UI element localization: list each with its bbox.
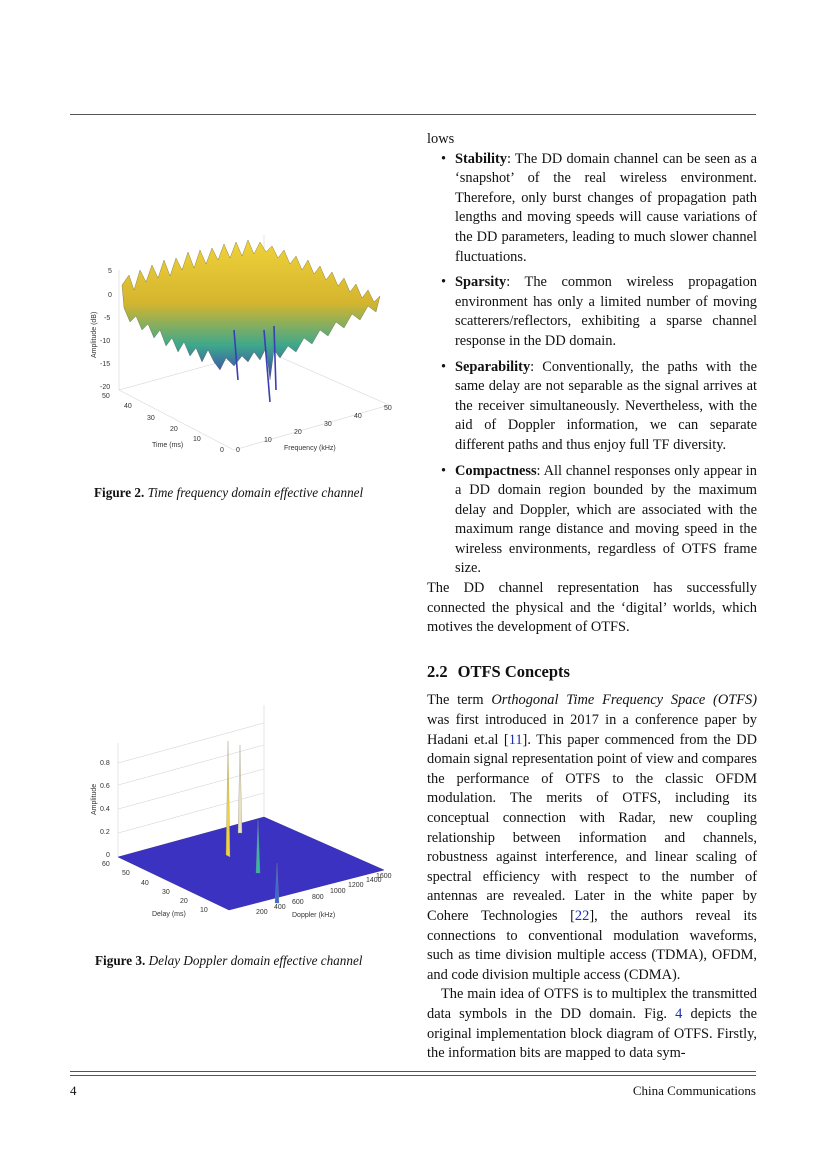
fig2-xtick: 20 bbox=[170, 426, 178, 433]
tf-surface bbox=[122, 240, 380, 380]
fig3-xtick: 40 bbox=[141, 880, 149, 887]
figure-2-caption-text: Time frequency domain effective channel bbox=[147, 485, 364, 500]
list-item bbox=[455, 150, 757, 268]
fig3-ytick: 200 bbox=[256, 909, 268, 916]
fig3-xtick: 30 bbox=[162, 889, 170, 896]
fig2-ztick: 5 bbox=[108, 268, 112, 275]
fig3-ztick: 0.8 bbox=[100, 760, 110, 767]
paragraph: The DD channel representation has successfully connected the physical and the ‘digital’ worlds, which motives the development of OTFS. bbox=[427, 580, 757, 636]
paragraph: The main idea of OTFS is to multiplex the transmitted data symbols in the DD domain. Fig. 4 depicts the original implementation block diagram of OTFS. Firstly, the information bits are mapped to data sym- bbox=[427, 986, 757, 1062]
list-item bbox=[455, 273, 757, 351]
fig3-ztick: 0.2 bbox=[100, 829, 110, 836]
dd-properties-list bbox=[427, 150, 757, 579]
fig3-ylabel: Doppler (kHz) bbox=[292, 912, 336, 919]
fig3-ytick: 600 bbox=[292, 899, 304, 906]
fig2-xtick: 10 bbox=[193, 436, 201, 443]
section-heading bbox=[427, 662, 757, 682]
fig2-xlabel: Time (ms) bbox=[152, 442, 184, 449]
top-rule bbox=[70, 114, 756, 115]
fig2-ytick: 40 bbox=[354, 413, 362, 420]
fig3-ztick: 0.4 bbox=[100, 806, 110, 813]
fig3-ytick: 1000 bbox=[330, 888, 346, 895]
fig3-ztick: 0.6 bbox=[100, 783, 110, 790]
paragraph: The term Orthogonal Time Frequency Space (OTFS) was first introduced in 2017 in a conference paper by Hadani et.al [11]. This paper commenced from the DD domain signal representation point of view and compares the performance of OTFS to the classic OFDM modulation. The merits of OTFS, including its conceptual connection with Radar, new coupling relationship between information and channels, robustness against interference, and linear scaling of spectral efficiency with respect to the number of antennas are revealed. Later in the white paper by Cohere Technologies [22], the authors reveal its connections to conventional modulation waveforms, such as time division multiple access (TDMA), OFDM, and code division multiple access (CDMA). bbox=[427, 692, 757, 983]
fig2-ztick: 0 bbox=[108, 292, 112, 299]
fig3-xtick: 10 bbox=[200, 907, 208, 914]
fig3-ytick: 400 bbox=[274, 904, 286, 911]
fig3-ztick: 0 bbox=[106, 852, 110, 859]
fig2-ztick: -15 bbox=[100, 361, 111, 368]
bullet-text: : The common wireless propagation environment has only a limited number of moving scatterers/reflectors, exhibiting a sparse channel response in the DD domain. bbox=[455, 274, 757, 349]
bullet-term: Separability bbox=[455, 358, 531, 375]
fig2-ytick: 30 bbox=[324, 421, 332, 428]
figure-2-label: Figure 2. bbox=[94, 485, 145, 500]
citation-link[interactable]: 11 bbox=[508, 731, 523, 748]
fig3-ytick: 800 bbox=[312, 894, 324, 901]
footer-rule bbox=[70, 1071, 756, 1072]
journal-name: China Communications bbox=[632, 1083, 756, 1098]
fig3-xtick: 20 bbox=[180, 898, 188, 905]
fig3-ytick: 1400 bbox=[366, 877, 382, 884]
citation-link[interactable]: 22 bbox=[574, 907, 590, 924]
fig2-ytick: 50 bbox=[384, 405, 392, 412]
continuation-text: lows bbox=[427, 131, 455, 147]
bullet-text: : The DD domain channel can be seen as a ‘snapshot’ of the real wireless environment. Therefore, only burst changes of propagation path lengths and moving speeds will cause variations of the DD parameters, leading to much slower channel fluctuations. bbox=[455, 150, 757, 265]
fig2-ylabel: Frequency (kHz) bbox=[284, 445, 336, 452]
fig3-xlabel: Delay (ms) bbox=[152, 911, 186, 918]
fig2-xtick: 0 bbox=[220, 447, 224, 454]
footer-rule bbox=[70, 1075, 756, 1076]
dd-plane bbox=[118, 817, 384, 910]
right-column bbox=[427, 130, 757, 1064]
figure-3-label: Figure 3. bbox=[95, 953, 146, 968]
fig3-ytick: 1200 bbox=[348, 882, 364, 889]
bullet-term: Stability bbox=[455, 150, 507, 167]
fig3-xtick: 50 bbox=[122, 870, 130, 877]
figure-2-plot bbox=[84, 230, 404, 465]
page-number: 4 bbox=[70, 1083, 77, 1098]
fig2-ztick: -5 bbox=[104, 315, 111, 322]
fig2-ztick: -20 bbox=[100, 384, 111, 391]
bullet-term: Compactness bbox=[455, 462, 537, 479]
list-item bbox=[455, 462, 757, 580]
bullet-text: : All channel responses only appear in a DD domain region bounded by the maximum delay and Doppler, which are associated with the maximum range distance and moving speed in the wireless environments, regardless of OTFS frame size. bbox=[455, 462, 757, 577]
figure-3-svg bbox=[84, 705, 404, 925]
fig2-ytick: 20 bbox=[294, 429, 302, 436]
figure-3-caption-text: Delay Doppler domain effective channel bbox=[148, 953, 363, 968]
list-item bbox=[455, 358, 757, 456]
fig2-ytick: 0 bbox=[236, 447, 240, 454]
figure-link[interactable]: 4 bbox=[675, 1005, 683, 1022]
fig3-ytick: 1600 bbox=[376, 873, 392, 880]
figure-2-caption bbox=[94, 485, 363, 501]
section-title: OTFS Concepts bbox=[457, 661, 570, 681]
bullet-text: : Conventionally, the paths with the same delay are not separable as the signal arrives at the receiver simultaneously. Nevertheless, with the aid of Doppler information, we can separate different paths and thus enjoy full TF diversity. bbox=[455, 358, 757, 453]
figure-2-svg bbox=[84, 230, 404, 460]
fig3-zlabel: Amplitude bbox=[91, 783, 98, 815]
fig2-xtick: 50 bbox=[102, 393, 110, 400]
bullet-term: Sparsity bbox=[455, 274, 507, 291]
section-number: 2.2 bbox=[427, 661, 448, 681]
fig2-xtick: 30 bbox=[147, 415, 155, 422]
fig2-zlabel: Amplitude (dB) bbox=[91, 311, 98, 358]
otfs-term: Orthogonal Time Frequency Space (OTFS) bbox=[491, 692, 757, 709]
figure-3-plot bbox=[84, 705, 404, 930]
fig2-xtick: 40 bbox=[124, 403, 132, 410]
fig3-xtick: 60 bbox=[102, 861, 110, 868]
fig2-ztick: -10 bbox=[100, 338, 111, 345]
fig2-ytick: 10 bbox=[264, 437, 272, 444]
figure-3-caption bbox=[95, 953, 362, 969]
